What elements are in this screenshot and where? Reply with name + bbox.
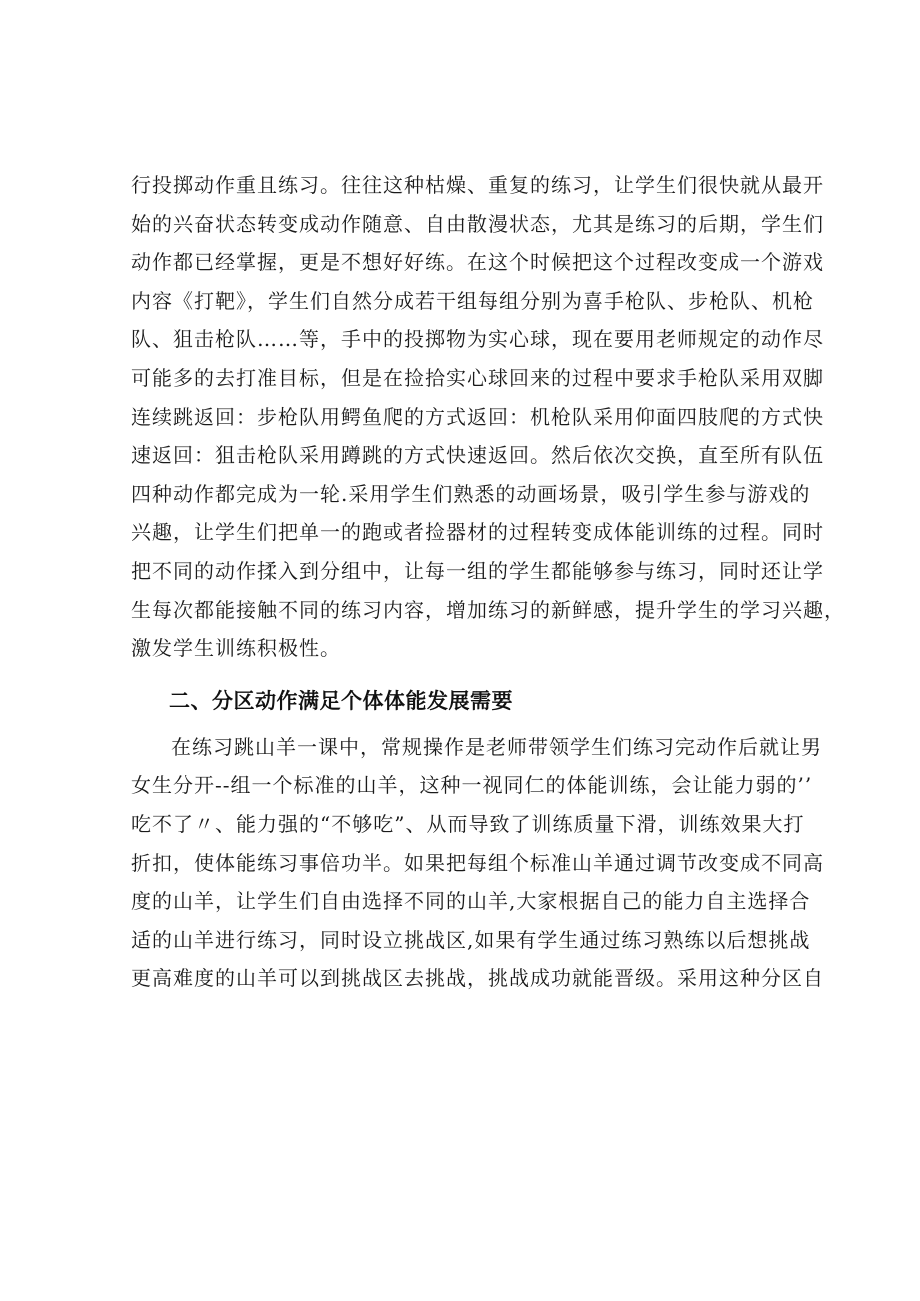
text-line: 连续跳返回：步枪队用鳄鱼爬的方式返回：机枪队采用仰面四肢爬的方式快 bbox=[131, 404, 824, 429]
text-line: 女生分开--组一个标准的山羊，这种一视同仁的体能训练，会让能力弱的’’ bbox=[131, 773, 813, 798]
text-line: 队、狙击枪队……等，手中的投掷物为实心球，现在要用老师规定的动作尽 bbox=[131, 327, 824, 352]
paragraph-1 bbox=[131, 166, 845, 668]
text-line: 更高难度的山羊可以到挑战区去挑战，挑战成功就能晋级。采用这种分区自 bbox=[131, 966, 824, 991]
text-line: 兴趣，让学生们把单一的跑或者捡器材的过程转变成体能训练的过程。同时 bbox=[131, 520, 824, 545]
text-line: 动作都已经掌握，更是不想好好练。在这个时候把这个过程改变成一个游戏 bbox=[131, 250, 824, 275]
text-line: 度的山羊，让学生们自由选择不同的山羊,大家根据自己的能力自主选择合 bbox=[131, 889, 811, 914]
text-line: 在练习跳山羊一课中，常规操作是老师带领学生们练习完动作后就让男 bbox=[171, 734, 822, 759]
text-line: 生每次都能接触不同的练习内容，增加练习的新鲜感，提升学生的学习兴趣， bbox=[131, 597, 845, 622]
paragraph-2 bbox=[131, 728, 824, 998]
text-line: 内容《打靶》，学生们自然分成若干组每组分别为喜手枪队、步枪队、机枪 bbox=[131, 288, 814, 313]
text-line: 把不同的动作揉入到分组中，让每一组的学生都能够参与练习，同时还让学 bbox=[131, 558, 824, 583]
section-heading: 二、分区动作满足个体体能发展需要 bbox=[169, 688, 513, 713]
text-line: 适的山羊进行练习，同时设立挑战区,如果有学生通过练习熟练以后想挑战 bbox=[131, 927, 811, 952]
text-line: 吃不了〃、能力强的“不够吃”、从而导致了训练质量下滑，训练效果大打 bbox=[131, 811, 805, 836]
text-line: 激发学生训练积极性。 bbox=[131, 636, 341, 661]
text-line: 始的兴奋状态转变成动作随意、自由散漫状态，尤其是练习的后期，学生们 bbox=[131, 211, 824, 236]
text-line: 可能多的去打准目标，但是在捡拾实心球回来的过程中要求手枪队采用双脚 bbox=[131, 365, 824, 390]
document-body bbox=[131, 166, 845, 998]
text-line: 行投掷动作重且练习。往往这种枯燥、重复的练习，让学生们很快就从最开 bbox=[131, 173, 824, 197]
text-line: 折扣，使体能练习事倍功半。如果把每组个标准山羊通过调节改变成不同高 bbox=[131, 850, 824, 875]
text-line: 四种动作都完成为一轮.采用学生们熟悉的动画场景，吸引学生参与游戏的 bbox=[131, 481, 811, 506]
text-line: 速返回：狙击枪队采用蹲跳的方式快速返回。然后依次交换，直至所有队伍 bbox=[131, 443, 824, 468]
